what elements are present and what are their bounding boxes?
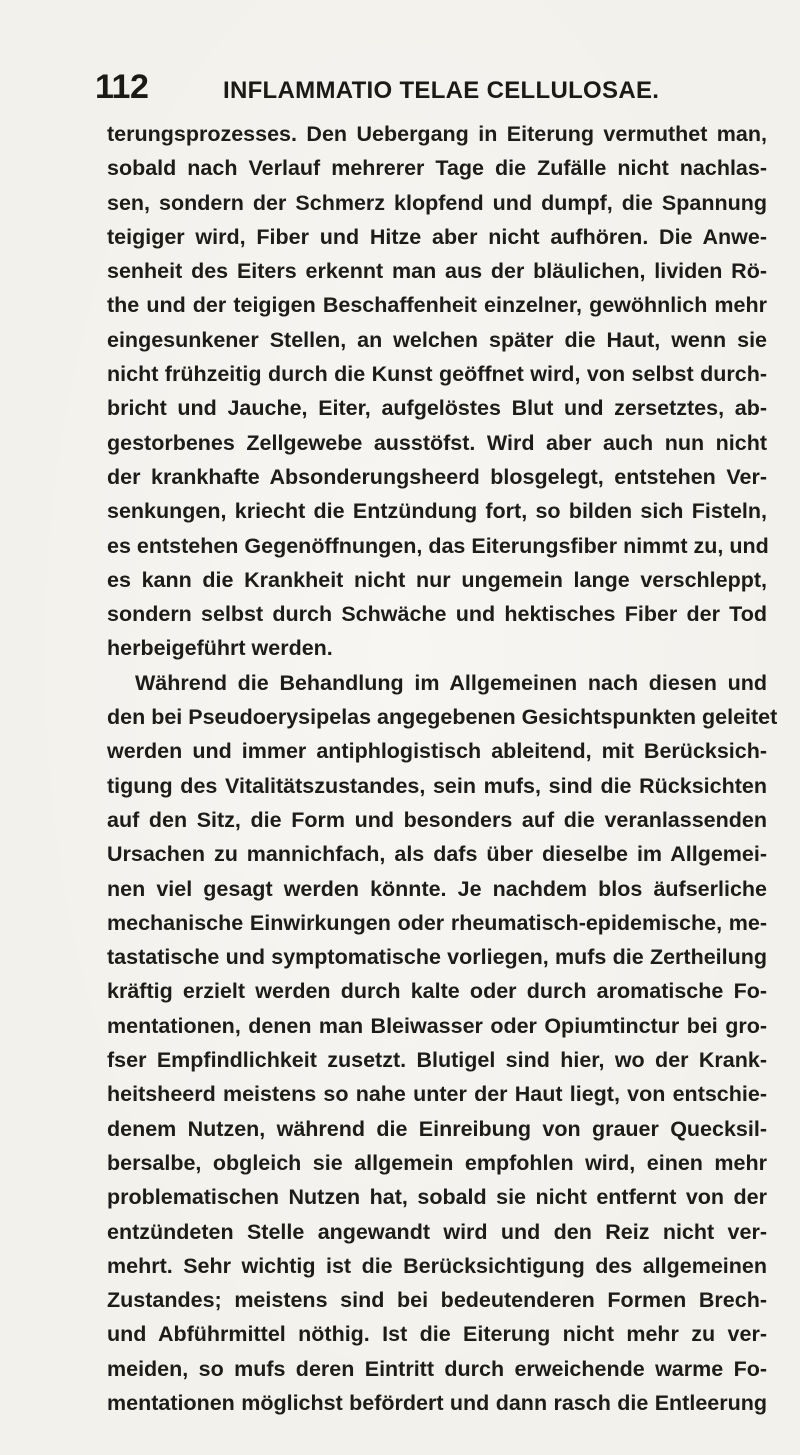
text-line: tastatische und symptomatische vorliegen, mufs die Zertheilung — [107, 945, 767, 970]
text-line: gestorbenes Zellgewebe ausstöfst. Wird aber auch nun nicht — [107, 430, 767, 455]
text-line: nen viel gesagt werden könnte. Je nachdem blos äufserliche — [107, 876, 767, 901]
text-line: sondern selbst durch Schwäche und hektisches Fiber der Tod — [107, 602, 767, 627]
text-line: es kann die Krankheit nicht nur ungemein lange verschleppt, — [107, 567, 767, 592]
text-line: the und der teigigen Beschaffenheit einzelner, gewöhnlich mehr — [107, 293, 767, 318]
text-line: senkungen, kriecht die Entzündung fort, so bilden sich Fisteln, — [107, 499, 767, 524]
text-line: der krankhafte Absonderungsheerd blosgelegt, entstehen Ver- — [107, 464, 767, 489]
text-line: problematischen Nutzen hat, sobald sie nicht entfernt von der — [107, 1185, 767, 1210]
text-line: tigung des Vitalitätszustandes, sein mufs, sind die Rücksichten — [107, 773, 767, 798]
text-line: heitsheerd meistens so nahe unter der Haut liegt, von entschie- — [107, 1082, 767, 1107]
text-line: mechanische Einwirkungen oder rheumatisch-epidemische, me- — [107, 910, 767, 935]
text-line: terungsprozesses. Den Uebergang in Eiterung vermuthet man, — [107, 122, 767, 146]
text-line: es entstehen Gegenöffnungen, das Eiterungsfiber nimmt zu, und — [107, 533, 769, 558]
running-title: INFLAMMATIO TELAE CELLULOSAE. — [223, 77, 660, 104]
text-line: Ursachen zu mannichfach, als dafs über dieselbe im Allgemei- — [107, 842, 767, 867]
text-line: mentationen möglichst befördert und dann rasch die Entleerung — [107, 1390, 767, 1415]
text-line: meiden, so mufs deren Eintritt durch erweichende warme Fo- — [107, 1356, 767, 1381]
text-line: kräftig erzielt werden durch kalte oder durch aromatische Fo- — [107, 979, 767, 1004]
text-line: bricht und Jauche, Eiter, aufgelöstes Blut und zersetztes, ab- — [107, 396, 767, 421]
paragraph-start-line: Während die Behandlung im Allgemeinen nach diesen und — [135, 670, 767, 695]
text-line: senheit des Eiters erkennt man aus der bläulichen, lividen Rö- — [107, 259, 767, 284]
text-line: werden und immer antiphlogistisch ableitend, mit Berücksich- — [107, 739, 767, 764]
text-line: Zustandes; meistens sind bei bedeutenderen Formen Brech- — [107, 1288, 767, 1313]
text-line: entzündeten Stelle angewandt wird und den Reiz nicht ver- — [107, 1219, 767, 1244]
text-line: sen, sondern der Schmerz klopfend und dumpf, die Spannung — [107, 190, 767, 215]
text-line: bersalbe, obgleich sie allgemein empfohlen wird, einen mehr — [107, 1150, 767, 1175]
text-line: den bei Pseudoerysipelas angegebenen Gesichtspunkten geleitet — [107, 705, 778, 730]
page-number: 112 — [95, 68, 149, 106]
text-line: und Abführmittel nöthig. Ist die Eiterung nicht mehr zu ver- — [107, 1322, 767, 1347]
text-line: mehrt. Sehr wichtig ist die Berücksichtigung des allgemeinen — [107, 1253, 767, 1278]
running-head — [95, 68, 695, 108]
text-line: mentationen, denen man Bleiwasser oder Opiumtinctur bei gro- — [107, 1013, 767, 1038]
text-line: nicht frühzeitig durch die Kunst geöffnet wird, von selbst durch- — [107, 362, 767, 387]
text-line: denem Nutzen, während die Einreibung von grauer Quecksil- — [107, 1116, 767, 1141]
body-text — [107, 117, 778, 1420]
text-line: eingesunkener Stellen, an welchen später die Haut, wenn sie — [107, 327, 767, 352]
text-line: fser Empfindlichkeit zusetzt. Blutigel sind hier, wo der Krank- — [107, 1048, 767, 1073]
text-line: auf den Sitz, die Form und besonders auf die veranlassenden — [107, 807, 767, 832]
text-line: sobald nach Verlauf mehrerer Tage die Zufälle nicht nachlas- — [107, 156, 767, 181]
text-line: teigiger wird, Fiber und Hitze aber nicht aufhören. Die Anwe- — [107, 224, 767, 249]
paragraph-end-line: herbeigeführt werden. — [107, 636, 333, 661]
